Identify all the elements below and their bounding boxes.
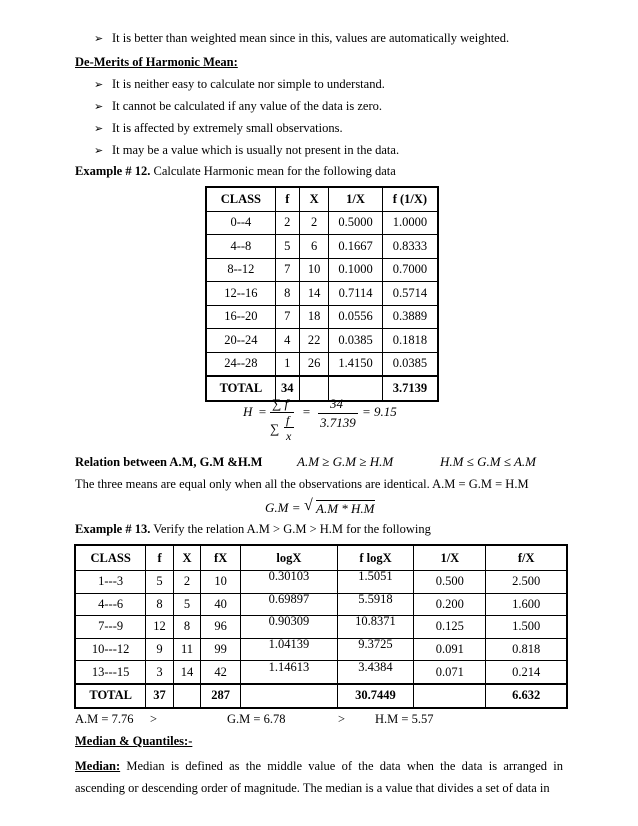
harmonic-mean-table bbox=[205, 186, 439, 402]
table-header-row: CLASS f X 1/X f (1/X) bbox=[206, 187, 438, 211]
relation-sentence: The three means are equal only when all the observations are identical. A.M = G.M = H.M bbox=[75, 477, 529, 491]
table-row: 12--16 8 14 0.7114 0.5714 bbox=[206, 282, 438, 306]
relation-heading: Relation between A.M, G.M &H.M bbox=[75, 455, 263, 469]
arrow-bullet-icon: ➢ bbox=[94, 122, 104, 135]
table-row: 0--4 2 2 0.5000 1.0000 bbox=[206, 211, 438, 235]
table-total-row: TOTAL 34 3.7139 bbox=[206, 376, 438, 401]
gt-symbol: > bbox=[150, 712, 158, 726]
table-header-row: CLASS f X fX logX f logX 1/X f/X bbox=[75, 545, 567, 571]
example13-caption: Example # 13. Verify the relation A.M > G.M > H.M for the following bbox=[75, 522, 431, 536]
table-total-row: TOTAL 37 287 30.7449 6.632 bbox=[75, 684, 567, 708]
arrow-bullet-icon: ➢ bbox=[94, 78, 104, 91]
am-value: A.M = 7.76 bbox=[75, 712, 134, 726]
table-row: 24--28 1 26 1.4150 0.0385 bbox=[206, 352, 438, 376]
table-row: 7---9 12 8 96 0.90309 10.8371 0.125 1.500 bbox=[75, 616, 567, 639]
demerits-heading: De-Merits of Harmonic Mean: bbox=[75, 55, 238, 69]
arrow-bullet-icon: ➢ bbox=[94, 32, 104, 45]
relation-formula-2: H.M ≤ G.M ≤ A.M bbox=[440, 454, 536, 469]
table-row: 16--20 7 18 0.0556 0.3889 bbox=[206, 305, 438, 329]
table-row: 1---3 5 2 10 0.30103 1.5051 0.500 2.500 bbox=[75, 571, 567, 594]
demerit-item: ➢ It may be a value which is usually not present in the data. bbox=[94, 143, 400, 157]
arrow-bullet-icon: ➢ bbox=[94, 100, 104, 113]
gm-value: G.M = 6.78 bbox=[227, 712, 286, 726]
relation-formula-1: A.M ≥ G.M ≥ H.M bbox=[297, 454, 394, 469]
arrow-bullet-icon: ➢ bbox=[94, 144, 104, 157]
demerit-item: ➢ It cannot be calculated if any value of the data is zero. bbox=[94, 99, 383, 113]
merit-bullet bbox=[94, 31, 509, 46]
table-row: 20--24 4 22 0.0385 0.1818 bbox=[206, 329, 438, 353]
gt-symbol: > bbox=[338, 712, 346, 726]
table-row: 4---6 8 5 40 0.69897 5.5918 0.200 1.600 bbox=[75, 593, 567, 616]
table-row: 4--8 5 6 0.1667 0.8333 bbox=[206, 235, 438, 259]
median-quantiles-heading: Median & Quantiles:- bbox=[75, 734, 193, 748]
demerit-item: ➢ It is affected by extremely small observations. bbox=[94, 121, 343, 135]
median-paragraph: Median: Median is defined as the middle value of the data when the data is arranged in ascending or descending order of magnitude. The median is a value that divides a set of data in bbox=[75, 759, 564, 795]
merit-text: It is better than weighted mean since in this, values are automatically weighted. bbox=[112, 31, 510, 45]
table-row: 8--12 7 10 0.1000 0.7000 bbox=[206, 258, 438, 282]
hm-value: H.M = 5.57 bbox=[375, 712, 434, 726]
demerit-item: ➢ It is neither easy to calculate nor simple to understand. bbox=[94, 77, 385, 91]
table-row: 10---12 9 11 99 1.04139 9.3725 0.091 0.818 bbox=[75, 638, 567, 661]
table-row: 13---15 3 14 42 1.14613 3.4384 0.071 0.214 bbox=[75, 661, 567, 684]
example12-caption: Example # 12. Calculate Harmonic mean for the following data bbox=[75, 164, 396, 178]
means-relation-table bbox=[74, 544, 568, 709]
